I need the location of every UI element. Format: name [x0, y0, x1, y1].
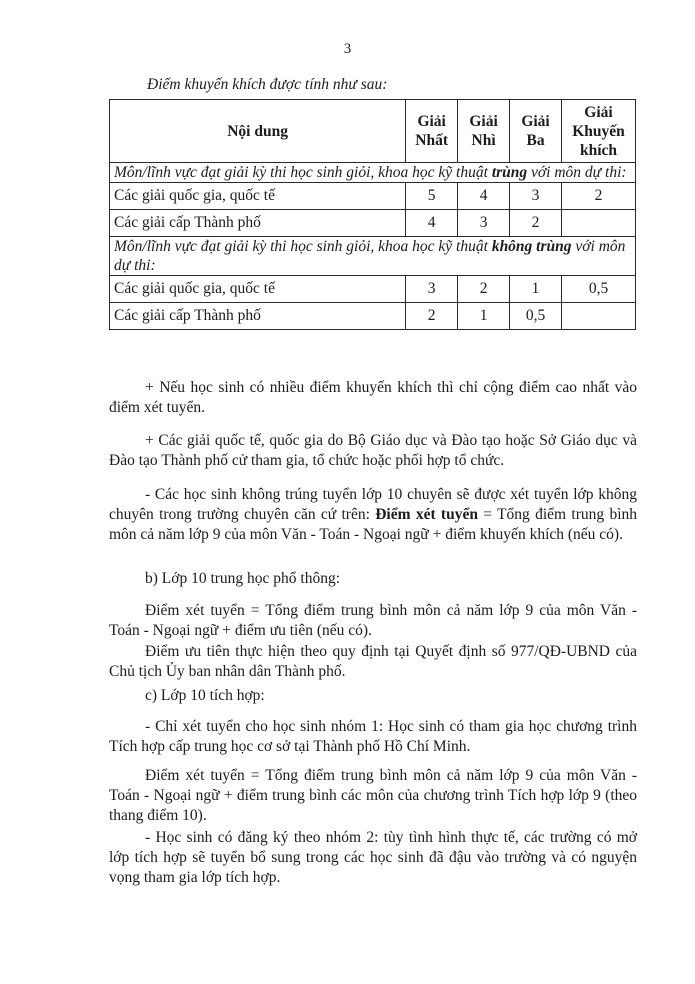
header-encouragement-prize: Giải Khuyến khích	[562, 100, 636, 163]
table-row: Các giải quốc gia, quốc tế 3 2 1 0,5	[110, 276, 636, 303]
table-header-row	[110, 100, 636, 163]
paragraph-highest-encouragement: + Nếu học sinh có nhiều điểm khuyến khích thì chỉ cộng điểm cao nhất vào điểm xét tuyển.	[109, 379, 637, 416]
encouragement-points-table	[109, 99, 636, 330]
header-first-prize: Giải Nhất	[406, 100, 458, 163]
heading-grade10-general: b) Lớp 10 trung học phổ thông:	[145, 570, 341, 587]
table-row: Các giải cấp Thành phố 2 1 0,5	[110, 303, 636, 330]
paragraph-group1-only: - Chỉ xét tuyển cho học sinh nhóm 1: Học sinh có tham gia học chương trình Tích hợp cấp trung học cơ sở tại Thành phố Hồ Chí Minh.	[109, 718, 637, 755]
table-row: Các giải quốc gia, quốc tế 5 4 3 2	[110, 183, 636, 210]
table-intro: Điểm khuyến khích được tính như sau:	[147, 76, 388, 93]
paragraph-group2-supplement: - Học sinh có đăng ký theo nhóm 2: tùy tình hình thực tế, các trường có mở lớp tích hợp sẽ tuyển bổ sung trong các học sinh đã đậu vào trường và có nguyện vọng tham gia lớp tích hợp.	[109, 829, 637, 886]
paragraph-priority-points: Điểm ưu tiên thực hiện theo quy định tại Quyết định số 977/QĐ-UBND của Chủ tịch Ủy ban nhân dân Thành phố.	[109, 643, 637, 680]
header-second-prize: Giải Nhì	[458, 100, 510, 163]
section-row-non-matching: Môn/lĩnh vực đạt giải kỳ thi học sinh giỏi, khoa học kỹ thuật không trùng với môn dự thi:	[110, 237, 636, 276]
page-number: 3	[343, 41, 352, 57]
section-row-matching: Môn/lĩnh vực đạt giải kỳ thi học sinh giỏi, khoa học kỹ thuật trùng với môn dự thi:	[110, 163, 636, 183]
paragraph-international-awards: + Các giải quốc tế, quốc gia do Bộ Giáo dục và Đào tạo hoặc Sở Giáo dục và Đào tạo Thành phố cử tham gia, tổ chức hoặc phối hợp tổ chức.	[109, 432, 637, 469]
paragraph-non-specialized-admission: - Các học sinh không trúng tuyển lớp 10 chuyên sẽ được xét tuyển lớp không chuyên trong trường chuyên căn cứ trên: Điểm xét tuyển = Tổng điểm trung bình môn cả năm lớp 9 của môn Văn - Toán - Ngoại ngữ + điểm khuyến khích (nếu có).	[109, 486, 637, 543]
table-row: Các giải cấp Thành phố 4 3 2	[110, 210, 636, 237]
paragraph-general-score: Điểm xét tuyển = Tổng điểm trung bình môn cả năm lớp 9 của môn Văn - Toán - Ngoại ngữ + điểm ưu tiên (nếu có).	[109, 602, 637, 639]
paragraph-integrated-score: Điểm xét tuyển = Tổng điểm trung bình môn cả năm lớp 9 của môn Văn - Toán - Ngoại ngữ + điểm trung bình các môn của chương trình Tích hợp lớp 9 (theo thang điểm 10).	[109, 767, 637, 824]
heading-grade10-integrated: c) Lớp 10 tích hợp:	[145, 687, 265, 704]
header-third-prize: Giải Ba	[510, 100, 562, 163]
header-content: Nội dung	[110, 100, 406, 163]
